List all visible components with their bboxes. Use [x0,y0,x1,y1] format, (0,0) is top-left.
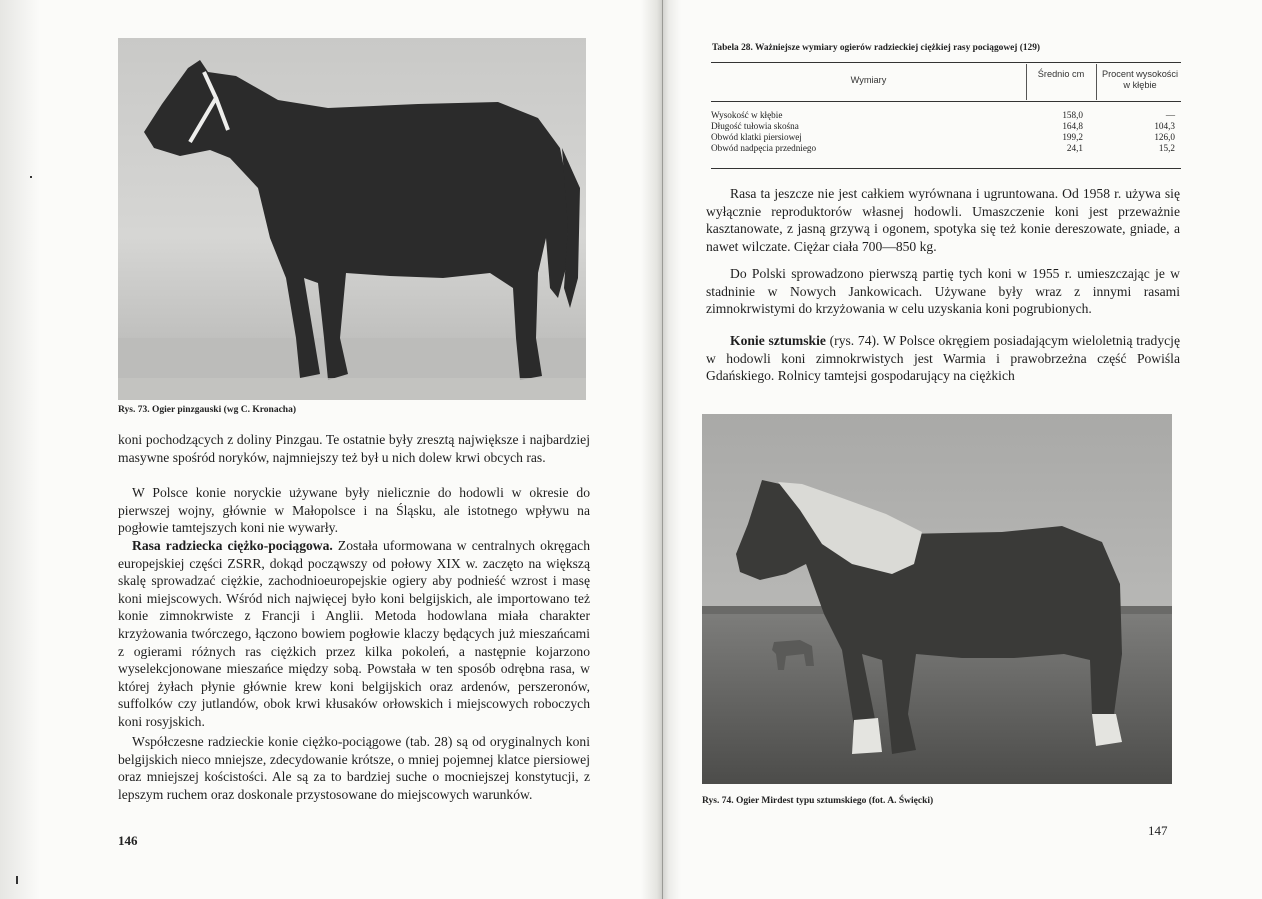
table-col-divider [1096,64,1097,100]
figure-74-caption: Rys. 74. Ogier Mirdest typu sztumskiego (fot. A. Święcki) [702,796,934,806]
page-number-left: 146 [118,833,138,848]
table-row: Obwód nadpęcia przedniego 24,1 15,2 [711,143,1175,153]
left-paragraph-3: Rasa radziecka ciężko-pociągowa. Została uformowana w centralnych okręgach europejskiej części ZSRR, dokąd począwszy od połowy XIX w. zaczęto na większą skalę sprowadzać ciężkie, zachodnioeuropejskie ogiery aby podnieść wzrost i masę koni miejscowych. Wśród nich najwięcej było koni belgijskich, ale importowano też konie zimnokrwiste z Francji i Anglii. Metoda hodowlana miała charakter krzyżowania twórczego, łączono bowiem pogłowie klaczy będących już mieszańcami z ogierami różnych ras ciężkich przez kilka pokoleń, a następnie kojarzono wyselekcjonowane mieszańce między sobą. Powstała w ten sposób odrębna rasa, w której żyłach płynie głównie krew koni belgijskich oraz ardenów, perszeronów, suffolków czy jutlandów, obok krwi kłusaków orłowskich i miejscowych roboczych koni rosyjskich. [118,538,590,729]
gutter-line [662,0,663,899]
breed-heading-sztumskie: Konie sztumskie [730,333,826,348]
left-paragraph-4: Współczesne radzieckie konie ciężko-pociągowe (tab. 28) są od oryginalnych koni belgijskich nieco mniejsze, zdecydowanie krótsze, o mniej pojemnej klatce piersiowej oraz mniejszej kościstości. Ale są za to bardziej suche o mocniejszej konstytucji, z lepszym ruchem oraz doskonale przystosowane do miejscowych warunków. [118,734,590,802]
scan-mark [16,876,18,884]
table-bottom-rule [711,168,1181,169]
table-row: Wysokość w kłębie 158,0 — [711,110,1175,120]
breed-heading-radziecka: Rasa radziecka ciężko-pociągowa. [132,538,333,553]
table-row: Obwód klatki piersiowej 199,2 126,0 [711,132,1175,142]
figure-74-photo [702,414,1172,784]
table-header-rule [711,101,1181,102]
figure-73-photo [118,38,586,400]
page-edge-shadow [0,0,40,899]
table-28-title: Tabela 28. Ważniejsze wymiary ogierów radzieckiej ciężkiej rasy pociągowej (129) [712,43,1041,53]
right-paragraph-3: Konie sztumskie (rys. 74). W Polsce okręgiem posiadającym wieloletnią tradycję w hodowli koni zimnokrwistych jest Warmia i prawobrzeżna część Powiśla Gdańskiego. Rolnicy tamtejsi gospodarujący na ciężkich [706,333,1180,384]
left-paragraph-1: koni pochodzących z doliny Pinzgau. Te ostatnie były zresztą największe i najbardziej masywne spośród noryków, najmniejszy też był u nich dolew krwi obcych ras. [118,432,590,465]
book-gutter [641,0,681,899]
right-paragraph-2: Do Polski sprowadzono pierwszą partię tych koni w 1955 r. umieszczając je w stadninie w Nowych Jankowicach. Używane były wraz z innymi rasami zimnokrwistymi do krzyżowania w celu uzyskania koni pogrubionych. [706,266,1180,317]
right-paragraph-1: Rasa ta jeszcze nie jest całkiem wyrównana i ugruntowana. Od 1958 r. używa się wyłącznie reproduktorów własnej hodowli. Umaszczenie koni jest przeważnie kasztanowate, z jasną grzywą i ogonem, spotyka się też konie dereszowate, gniade, a nawet wilczate. Ciężar ciała 700—850 kg. [706,186,1180,254]
left-paragraph-2: W Polsce konie noryckie używane były nielicznie do hodowli w okresie do pierwszej wojny, głównie w Małopolsce i na Śląsku, ale istotnego wpływu na pogłowie tamtejszych koni nie wywarły. [118,485,590,536]
table-header-srednio: Średnio cm [1037,69,1085,79]
table-top-rule [711,62,1181,63]
page-number-right: 147 [1148,823,1168,838]
scan-mark [30,176,32,178]
table-col-divider [1026,64,1027,100]
figure-73-caption: Rys. 73. Ogier pinzgauski (wg C. Kronacha) [118,405,296,415]
table-header-wymiary: Wymiary [850,75,887,85]
table-row: Długość tułowia skośna 164,8 104,3 [711,121,1175,131]
table-header-procent: Procent wysokości w kłębie [1101,69,1179,90]
